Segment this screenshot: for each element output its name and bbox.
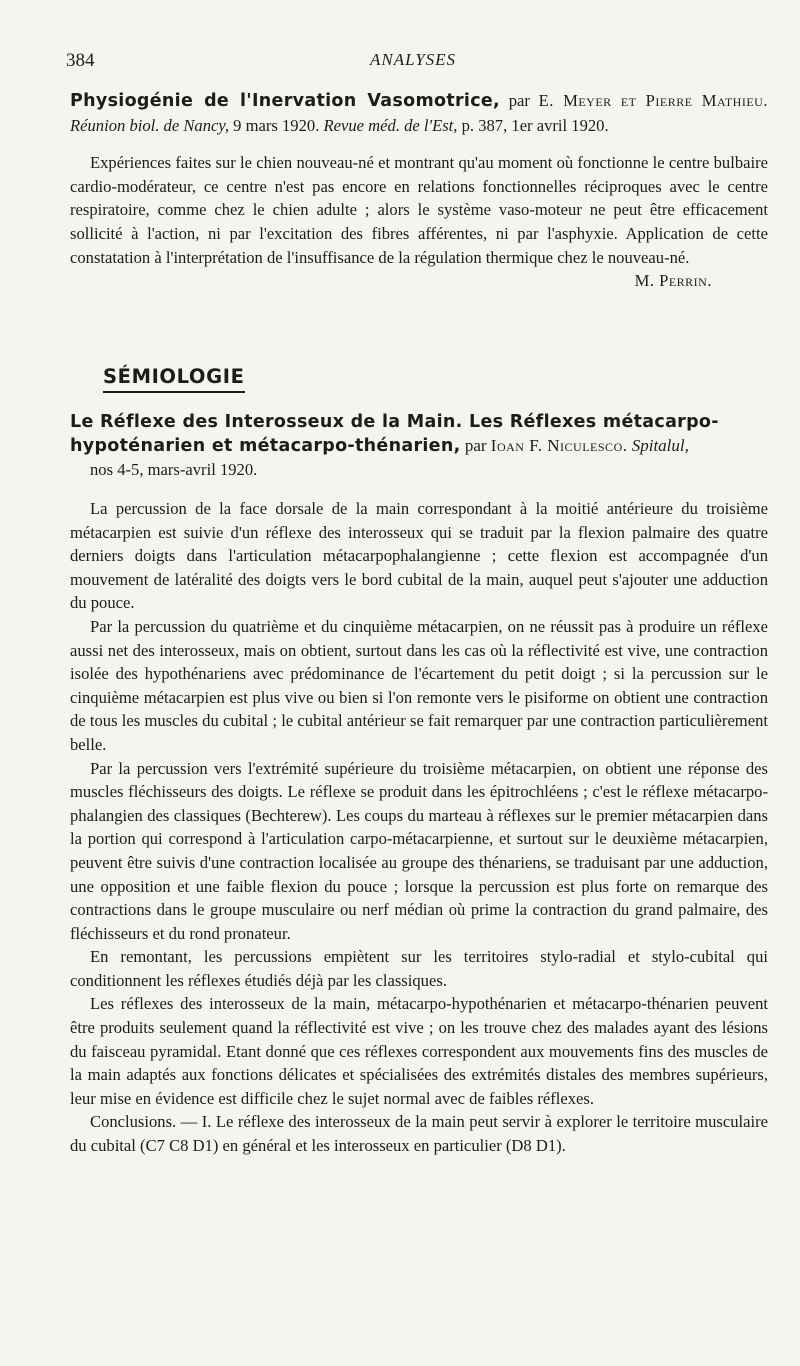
article-1-journal: Revue méd. de l'Est, — [323, 115, 458, 135]
paragraph: La percussion de la face dorsale de la main correspondant à la moitié antérieure du troisième métacarpien est suivie d'un réflexe des interosseux qui se traduit par la flexion palmaire des quatre derniers doigts dans l'articulation métacarpophalangienne ; cette flexion est accompagnée d'un mouvement de latéralité des doigts vers le bord cubital de la main, auquel peut s'ajouter une adduction du pouce. — [70, 499, 768, 613]
article-1-source: Réunion biol. de Nancy, — [70, 115, 229, 135]
article-2-heading — [70, 410, 768, 458]
article-1-title: Physiogénie de l'Inervation Vasomotrice, — [70, 91, 501, 111]
article-1-par: par — [508, 91, 530, 110]
article-2-authors: Ioan F. Niculesco. — [490, 436, 628, 455]
page-header — [66, 50, 760, 76]
article-1-body: Expériences faites sur le chien nouveau-né et montrant qu'au moment où fonctionne le centre bulbaire cardio-modérateur, ce centre n'est pas encore en relations fonctionnelles réciproques avec le centre respiratoire, comme chez le chien adulte ; alors le système vaso-moteur ne peut être efficacement sollicité à l'action, ni par l'excitation des fibres afférentes, ni par l'asphyxie. Application de cette constatation à l'interprétation de l'insuffisance de la régulation thermique chez le nouveau-né. — [70, 153, 768, 267]
running-head: ANALYSES — [369, 50, 457, 69]
paragraph: Les réflexes des interosseux de la main, métacarpo-hypothénarien et métacarpo-thénarien peuvent être produits seulement quand la réflectivité est vive ; on les trouve chez des malades ayant des lésions du faisceau pyramidal. Etant donné que ces réflexes correspondent aux mouvements fins des muscles de la main adaptés aux fonctions délicates et spécialisées des extrémités distales des membres supérieurs, leur mise en évidence est difficile chez le sujet normal avec de faibles réflexes. — [70, 994, 768, 1108]
article-2-issue: nos 4-5, mars-avril 1920. — [90, 460, 258, 479]
paragraph: Par la percussion vers l'extrémité supérieure du troisième métacarpien, on obtient une réponse des muscles fléchisseurs des doigts. Le réflexe se produit dans les épitrochléens ; c'est le réflexe métacarpo-phalangien des classiques (Bechterew). Les coups du marteau à réflexes sur le premier métacarpien dans la portion qui correspond à l'articulation carpo-métacarpienne, et surtout sur le deuxième métacarpien, peuvent être suivis d'une contraction localisée au groupe des thénariens, se traduisant par une adduction, une opposition et une faible flexion du pouce ; lorsque la percussion est plus forte on remarque des contractions dans le groupe musculaire ou nerf médian où prime la contraction du grand palmaire, des fléchisseurs et du rond pronateur. — [70, 758, 768, 943]
paragraph: Conclusions. — I. Le réflexe des interosseux de la main peut servir à explorer le territoire musculaire du cubital (C7 C8 D1) en général et les interosseux en particulier (D8 D1). — [70, 1112, 768, 1156]
article-1 — [70, 89, 768, 292]
article-1-authors: E. Meyer et Pierre Mathieu. — [538, 91, 768, 110]
paragraph: Par la percussion du quatrième et du cinquième métacarpien, on ne réussit pas à produire un réflexe aussi net des interosseux, mais on obtient, surtout dans les cas où la réflectivité est vive, une contraction isolée des hypothénariens avec prédominance de l'écartement du petit doigt ; si la percussion sur le cinquième métacarpien est plus vive ou bien si l'on remonte vers le pisiforme on obtient une contraction de tous les muscles du cubital ; le cubital antérieur se fait remarquer par une contraction particulièrement belle. — [70, 616, 768, 754]
page-number: 384 — [66, 50, 95, 71]
article-1-signature: M. Perrin. — [634, 271, 712, 291]
section-title: SÉMIOLOGIE — [103, 365, 245, 393]
article-2-body — [70, 497, 768, 1158]
paragraph: En remontant, les percussions empiètent sur les territoires stylo-radial et stylo-cubital qui conditionnent les réflexes étudiés déjà par les classiques. — [70, 947, 768, 990]
article-2-par: par — [464, 436, 487, 455]
article-1-heading — [70, 89, 768, 137]
article-1-pages: p. 387, 1er avril 1920. — [461, 115, 609, 135]
article-2-title: Le Réflexe des Interosseux de la Main. Les Réflexes métacarpo-hypoténarien et métacarpo-thénarien, — [70, 412, 719, 456]
article-2 — [70, 410, 768, 1158]
article-2-journal: Spitalul, — [631, 436, 689, 455]
article-1-date: 9 mars 1920. — [233, 115, 320, 135]
